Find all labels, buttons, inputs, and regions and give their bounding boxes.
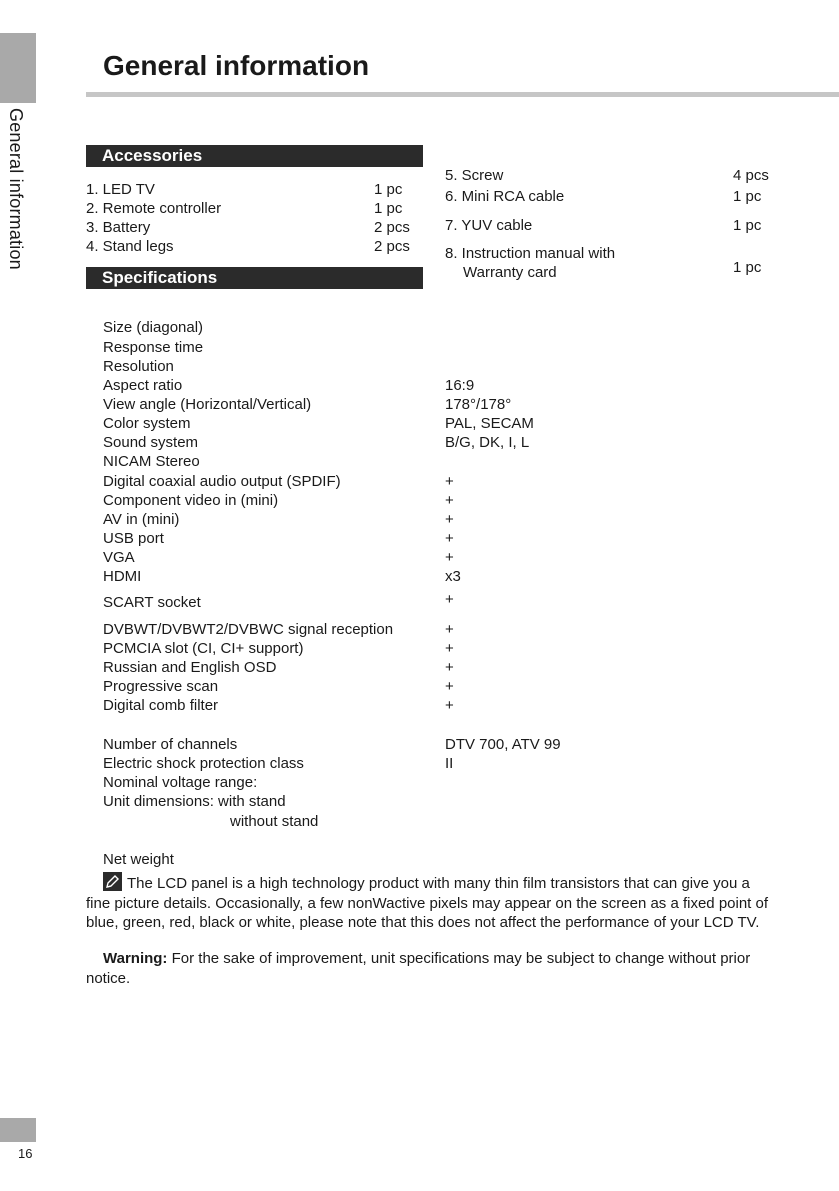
- page-number-tab: [0, 1118, 36, 1142]
- spec-label: Nominal voltage range:: [103, 774, 258, 791]
- spec-value: II: [445, 755, 454, 772]
- spec-value: DTV 700, ATV 99: [445, 736, 561, 753]
- spec-value: +: [445, 678, 454, 695]
- accessory-item-label: 4. Stand legs: [86, 238, 174, 255]
- side-tab-label: General information: [6, 108, 26, 270]
- specifications-heading: Specifications: [86, 267, 423, 289]
- warning-paragraph: [86, 949, 776, 988]
- lcd-note: [86, 872, 776, 933]
- spec-value: +: [445, 659, 454, 676]
- spec-label: Response time: [103, 339, 204, 356]
- accessory-item-qty: 1 pc: [733, 259, 762, 276]
- spec-label: Digital coaxial audio output (SPDIF): [103, 473, 341, 490]
- spec-label: USB port: [103, 530, 164, 547]
- accessory-item-qty: 1 pc: [374, 200, 403, 217]
- spec-label: Progressive scan: [103, 678, 219, 695]
- spec-value: x3: [445, 568, 461, 585]
- spec-label: Digital comb filter: [103, 697, 219, 714]
- accessory-item-label: 8. Instruction manual with: [445, 245, 616, 262]
- pencil-note-icon: [103, 872, 122, 891]
- spec-value: +: [445, 591, 454, 608]
- accessory-item-qty: 4 pcs: [733, 167, 769, 184]
- accessory-item-qty: 1 pc: [733, 188, 762, 205]
- accessory-item-label: 1. LED TV: [86, 181, 155, 198]
- warning-text: For the sake of improvement, unit specifications may be subject to change without prior notice.: [86, 950, 751, 987]
- accessory-item-label: 5. Screw: [445, 167, 504, 184]
- spec-value: B/G, DK, I, L: [445, 434, 530, 451]
- spec-label: HDMI: [103, 568, 142, 585]
- spec-label: AV in (mini): [103, 511, 180, 528]
- spec-label: View angle (Horizontal/Vertical): [103, 396, 312, 413]
- spec-value: PAL, SECAM: [445, 415, 534, 432]
- spec-value: +: [445, 530, 454, 547]
- spec-label: Component video in (mini): [103, 492, 279, 509]
- spec-label: Resolution: [103, 358, 174, 375]
- accessory-item-qty: 1 pc: [374, 181, 403, 198]
- spec-label: Electric shock protection class: [103, 755, 304, 772]
- spec-label: PCMCIA slot (CI, CI+ support): [103, 640, 304, 657]
- spec-label: Color system: [103, 415, 191, 432]
- accessory-item-label: 7. YUV cable: [445, 217, 533, 234]
- lcd-note-text: The LCD panel is a high technology product with many thin film transistors that can give you a fine picture details. Occasionally, a few nonWactive pixels may appear on the screen as a fixed point of blue, green, red, black or white, please note that this does not affect the performance of your LCD TV.: [86, 875, 769, 931]
- warning-label: Warning:: [103, 950, 168, 967]
- spec-value: 178°/178°: [445, 396, 512, 413]
- accessories-heading: Accessories: [86, 145, 423, 167]
- accessory-item-qty: 1 pc: [733, 217, 762, 234]
- spec-value: +: [445, 511, 454, 528]
- spec-label: Number of channels: [103, 736, 238, 753]
- spec-value: +: [445, 473, 454, 490]
- accessory-item-label: 3. Battery: [86, 219, 151, 236]
- side-tab-marker: [0, 33, 36, 103]
- page-number: 16: [18, 1146, 33, 1161]
- accessory-item-label: 6. Mini RCA cable: [445, 188, 565, 205]
- spec-label: Aspect ratio: [103, 377, 183, 394]
- spec-value: +: [445, 621, 454, 638]
- spec-label: DVBWT/DVBWT2/DVBWC signal reception: [103, 621, 394, 638]
- accessory-item-label: 2. Remote controller: [86, 200, 222, 217]
- spec-label: Unit dimensions: with stand: [103, 793, 286, 810]
- spec-label: VGA: [103, 549, 135, 566]
- spec-label: Net weight: [103, 851, 174, 868]
- spec-label: Russian and English OSD: [103, 659, 277, 676]
- spec-label: SCART socket: [103, 594, 201, 611]
- accessory-item-qty: 2 pcs: [374, 219, 410, 236]
- spec-value: +: [445, 697, 454, 714]
- spec-label: without stand: [230, 813, 319, 830]
- spec-label: Size (diagonal): [103, 319, 204, 336]
- page-title: General information: [103, 50, 370, 81]
- spec-value: 16:9: [445, 377, 475, 394]
- spec-value: +: [445, 549, 454, 566]
- accessory-item-qty: 2 pcs: [374, 238, 410, 255]
- spec-label: Sound system: [103, 434, 199, 451]
- accessory-item-label-cont: Warranty card: [463, 264, 557, 281]
- spec-value: +: [445, 640, 454, 657]
- title-divider: [86, 92, 839, 97]
- spec-label: NICAM Stereo: [103, 453, 200, 470]
- spec-value: +: [445, 492, 454, 509]
